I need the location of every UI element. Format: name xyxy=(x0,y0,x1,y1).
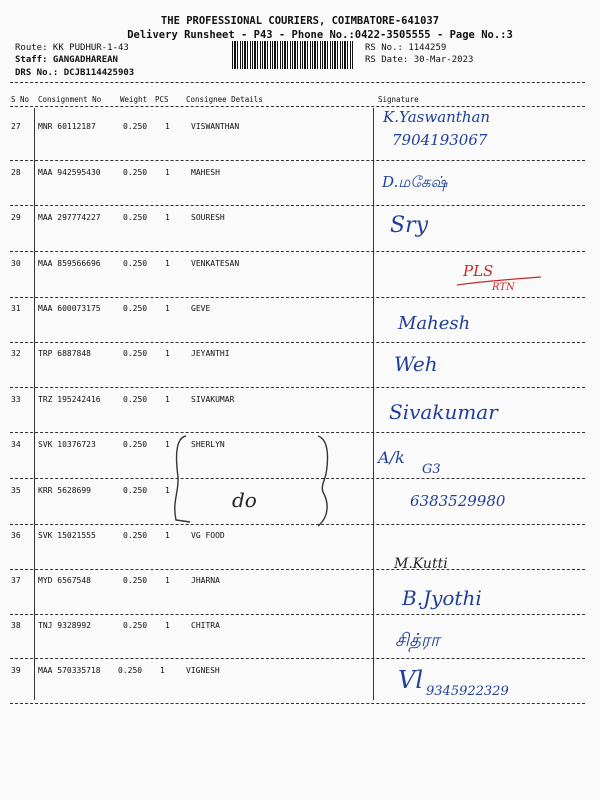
divider xyxy=(10,569,585,570)
row-sno: 35 xyxy=(11,486,21,495)
table-row xyxy=(0,621,600,667)
row-sno: 39 xyxy=(11,666,21,675)
divider xyxy=(10,387,585,388)
row-consignment: SVK 10376723 xyxy=(38,440,96,449)
row-weight: 0.250 xyxy=(123,349,148,358)
row-sno: 36 xyxy=(11,531,21,540)
runsheet-subtitle: Delivery Runsheet - P43 - Phone No.:0422-3505555 - Page No.:3 xyxy=(127,29,513,41)
row-consignment: MAA 600073175 xyxy=(38,304,101,313)
row-pcs: 1 xyxy=(165,486,170,495)
row-consignment: MAA 570335718 xyxy=(38,666,101,675)
row-pcs: 1 xyxy=(165,213,170,222)
row-weight: 0.250 xyxy=(123,531,148,540)
row-consignee: VENKATESAN xyxy=(191,259,240,268)
row-consignment: MNR 60112187 xyxy=(38,122,96,131)
row-sno: 38 xyxy=(11,621,21,630)
signature-38: சித்ரா xyxy=(395,630,440,651)
row-weight: 0.250 xyxy=(123,621,148,630)
divider xyxy=(10,160,585,161)
row-sno: 34 xyxy=(11,440,21,449)
row-consignment: MAA 297774227 xyxy=(38,213,101,222)
rs-number: RS No.: 1144259 xyxy=(365,43,447,53)
divider xyxy=(10,614,585,615)
signature-34-b: G3 xyxy=(422,462,441,477)
divider xyxy=(10,658,585,659)
row-pcs: 1 xyxy=(165,349,170,358)
row-consignee: CHITRA xyxy=(191,621,220,630)
signature-34: A/k xyxy=(378,448,405,467)
divider xyxy=(10,106,585,107)
row-pcs: 1 xyxy=(165,168,170,177)
signature-32: Weh xyxy=(394,352,438,376)
col-sno: S No xyxy=(11,95,30,104)
underline-stroke xyxy=(455,275,545,287)
row-consignee: JEYANTHI xyxy=(191,349,230,358)
divider xyxy=(10,342,585,343)
row-consignment: TNJ 9328992 xyxy=(38,621,91,630)
signature-33: Sivakumar xyxy=(389,400,498,424)
row-weight: 0.250 xyxy=(123,576,148,585)
route-label: Route: KK PUDHUR-1-43 xyxy=(15,43,129,53)
row-consignment: KRR 5628699 xyxy=(38,486,91,495)
table-row xyxy=(0,213,600,259)
row-sno: 33 xyxy=(11,395,21,404)
row-consignee: SIVAKUMAR xyxy=(191,395,235,404)
row-consignee: MAHESH xyxy=(191,168,220,177)
company-title: THE PROFESSIONAL COURIERS, COIMBATORE-641037 xyxy=(160,15,440,27)
row-consignee: VG FOOD xyxy=(191,531,225,540)
signature-29: Sry xyxy=(390,213,429,238)
row-consignment: TRZ 195242416 xyxy=(38,395,101,404)
signature-37: B.Jyothi xyxy=(402,586,482,610)
ditto-mark: do xyxy=(232,488,257,512)
signature-31: Mahesh xyxy=(398,313,471,334)
row-consignment: MAA 942595430 xyxy=(38,168,101,177)
row-pcs: 1 xyxy=(165,621,170,630)
row-pcs: 1 xyxy=(165,304,170,313)
table-row xyxy=(0,168,600,214)
return-note-rtn: RTN xyxy=(492,282,515,293)
col-consignment: Consignment No xyxy=(38,95,102,104)
divider xyxy=(10,251,585,252)
row-pcs: 1 xyxy=(160,666,165,675)
table-row xyxy=(0,304,600,350)
signature-27-phone: 7904193067 xyxy=(392,131,488,149)
row-weight: 0.250 xyxy=(123,395,148,404)
row-consignee: SHERLYN xyxy=(191,440,225,449)
row-pcs: 1 xyxy=(165,395,170,404)
bracket-annotation xyxy=(168,432,348,528)
row-pcs: 1 xyxy=(165,122,170,131)
row-sno: 29 xyxy=(11,213,21,222)
table-row xyxy=(0,531,600,577)
right-bracket-stroke xyxy=(318,436,328,526)
row-weight: 0.250 xyxy=(123,168,148,177)
divider xyxy=(10,205,585,206)
row-consignee: JHARNA xyxy=(191,576,220,585)
table-row xyxy=(0,666,600,712)
col-signature: Signature xyxy=(378,95,419,104)
col-weight: Weight xyxy=(120,95,148,104)
row-pcs: 1 xyxy=(165,576,170,585)
row-sno: 37 xyxy=(11,576,21,585)
divider xyxy=(10,703,585,704)
signature-28: D.மகேஷ் xyxy=(382,173,448,191)
row-weight: 0.250 xyxy=(123,259,148,268)
drs-label: DRS No.: DCJB114425903 xyxy=(15,68,135,78)
divider xyxy=(10,297,585,298)
return-note: PLS xyxy=(463,262,494,280)
row-consignment: TRP 6887848 xyxy=(38,349,91,358)
signature-27: K.Yaswanthan xyxy=(383,108,491,126)
row-consignee: SOURESH xyxy=(191,213,225,222)
row-pcs: 1 xyxy=(165,259,170,268)
signature-35-phone: 6383529980 xyxy=(410,492,506,510)
row-weight: 0.250 xyxy=(118,666,143,675)
barcode xyxy=(232,41,354,69)
row-consignee: VIGNESH xyxy=(186,666,220,675)
staff-label: Staff: GANGADHAREAN xyxy=(15,55,118,65)
left-bracket-stroke xyxy=(175,436,190,522)
divider xyxy=(10,82,585,83)
row-sno: 27 xyxy=(11,122,21,131)
table-row xyxy=(0,576,600,622)
row-consignment: MAA 859566696 xyxy=(38,259,101,268)
row-sno: 32 xyxy=(11,349,21,358)
signature-39-phone: 9345922329 xyxy=(426,684,509,699)
row-sno: 31 xyxy=(11,304,21,313)
signature-39: Vl xyxy=(398,666,424,694)
row-pcs: 1 xyxy=(165,531,170,540)
col-consignee: Consignee Details xyxy=(186,95,263,104)
row-consignee: GEVE xyxy=(191,304,211,313)
table-row xyxy=(0,349,600,395)
row-pcs: 1 xyxy=(165,440,170,449)
rs-date: RS Date: 30-Mar-2023 xyxy=(365,55,474,65)
col-pcs: PCS xyxy=(155,95,169,104)
row-sno: 28 xyxy=(11,168,21,177)
row-weight: 0.250 xyxy=(123,304,148,313)
row-sno: 30 xyxy=(11,259,21,268)
row-weight: 0.250 xyxy=(123,122,148,131)
row-consignment: SVK 15021555 xyxy=(38,531,96,540)
signature-36: M.Kutti xyxy=(394,556,448,572)
row-weight: 0.250 xyxy=(123,486,148,495)
row-consignee: VISWANTHAN xyxy=(191,122,240,131)
table-row xyxy=(0,122,600,168)
row-weight: 0.250 xyxy=(123,440,148,449)
row-consignment: MYD 6567548 xyxy=(38,576,91,585)
row-weight: 0.250 xyxy=(123,213,148,222)
